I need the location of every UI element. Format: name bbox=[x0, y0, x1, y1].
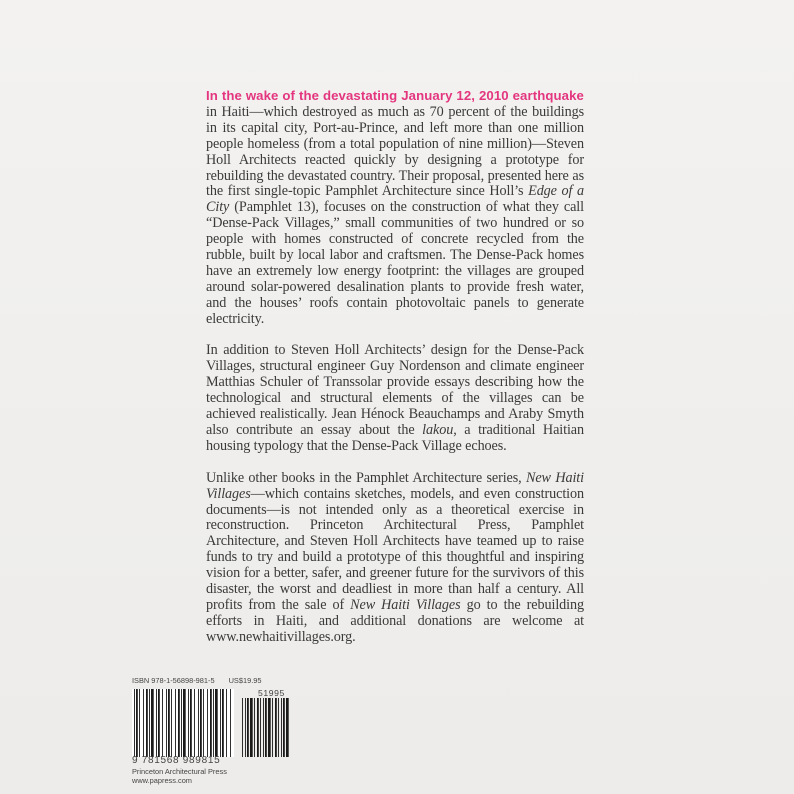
barcode-bar bbox=[156, 689, 157, 757]
barcode-bar bbox=[198, 689, 199, 757]
barcode-bar bbox=[134, 689, 135, 757]
book-title-edge-of-a-city: Edge of a City bbox=[206, 183, 584, 216]
barcode-bar bbox=[260, 698, 261, 757]
paragraph-2-text-b: , a traditional Haitian housing typology that the Dense-Pack Village echoes. bbox=[206, 422, 584, 454]
paragraph-3 bbox=[206, 471, 584, 646]
paragraph-1 bbox=[206, 88, 584, 328]
paragraph-2 bbox=[206, 343, 584, 454]
isbn-number: ISBN 978-1-56898-981-5 bbox=[132, 676, 215, 685]
paragraph-3-text-b: —which contains sketches, models, and even construction documents—is not intended only as a theoretical exercise in reconstruction. Princeton Architectural Press, Pamphlet Architecture, and Steven Holl Architects have teamed up to raise funds to try and build a prototype of this thoughtful and inspiring vision for a better, safer, and greener future for the survivors of this disaster, the worst and deadliest in more than half a century. All profits from the sale of bbox=[206, 485, 584, 613]
barcode-bar bbox=[286, 698, 289, 757]
barcode-bar bbox=[149, 689, 150, 757]
barcode-bar bbox=[151, 689, 154, 757]
barcode-bar bbox=[254, 698, 255, 757]
barcode-digits: 9 781568 989815 bbox=[132, 755, 221, 766]
paragraph-1-text-b: (Pamphlet 13), focuses on the construction of what they call “Dense-Pack Villages,” small communities of two hundred or so people with homes constructed of concrete recycled from the rubble, built by local labor and craftsmen. The Dense-Pack homes have an extremely low energy footprint: the villages are grouped around solar-powered desalination plants to provide fresh water, and the houses’ roofs contain photovoltaic panels to generate electricity. bbox=[206, 199, 584, 327]
barcode-bar bbox=[265, 698, 267, 757]
barcode-bar bbox=[275, 698, 277, 757]
barcode-bar bbox=[250, 698, 253, 757]
paragraph-3-text-a: Unlike other books in the Pamphlet Architecture series, bbox=[206, 469, 526, 486]
barcode-bar bbox=[175, 689, 176, 757]
barcode-bar bbox=[207, 689, 208, 757]
paragraph-3-text-c: go to the rebuilding efforts in Haiti, and additional donations are welcome at www.newhaitivillages.org. bbox=[206, 596, 584, 645]
barcode-bar bbox=[143, 689, 144, 757]
barcode-bar bbox=[226, 689, 227, 757]
barcode-bar bbox=[183, 689, 186, 757]
barcode-bar bbox=[146, 689, 148, 757]
ean-barcode bbox=[132, 689, 234, 757]
barcode-bar bbox=[210, 689, 212, 757]
barcode-bar bbox=[281, 698, 282, 757]
barcode-bar bbox=[215, 689, 218, 757]
isbn-price-line bbox=[132, 676, 261, 685]
barcode-bar bbox=[263, 698, 264, 757]
barcode-bar bbox=[190, 689, 192, 757]
barcode-bar bbox=[168, 689, 170, 757]
barcode-bar bbox=[242, 698, 243, 757]
barcode-bar bbox=[230, 689, 231, 757]
barcode-bar bbox=[203, 689, 204, 757]
barcode-bar bbox=[222, 689, 224, 757]
barcode-bar bbox=[268, 698, 271, 757]
paragraph-1-text-a: in Haiti—which destroyed as much as 70 percent of the buildings in its capital city, Port-au-Prince, and left more than one million people homeless (from a total population of nine million)—Steven Holl Architects reacted quickly by designing a prototype for rebuilding the devastated country. Their proposal, presented here as the first single-topic Pamphlet Architecture since Holl’s bbox=[206, 103, 584, 200]
paragraph-2-text-a: In addition to Steven Holl Architects’ design for the Dense-Pack Villages, structural engineer Guy Nordenson and climate engineer Matthias Schuler of Transsolar provide essays describing how the technological and structural elements of the villages can be achieved realistically. Jean Hénock Beauchamps and Araby Smyth also contribute an essay about the bbox=[206, 342, 584, 439]
barcode-bar bbox=[272, 698, 273, 757]
barcode-bar bbox=[162, 689, 163, 757]
price: US$19.95 bbox=[228, 676, 262, 685]
barcode-bar bbox=[213, 689, 214, 757]
barcode-bar bbox=[220, 689, 221, 757]
barcode-bar bbox=[200, 689, 202, 757]
barcode-bar bbox=[247, 698, 249, 757]
lead-sentence: In the wake of the devastating January 12, 2010 earthquake bbox=[206, 88, 584, 103]
barcode-bar bbox=[257, 698, 259, 757]
supplement-barcode bbox=[240, 698, 292, 757]
publisher-website: www.papress.com bbox=[132, 776, 192, 785]
barcode-bar bbox=[178, 689, 180, 757]
barcode-bar bbox=[181, 689, 182, 757]
barcode-bar bbox=[139, 689, 140, 757]
barcode-bar bbox=[166, 689, 167, 757]
barcode-bar bbox=[171, 689, 172, 757]
barcode-bar bbox=[188, 689, 189, 757]
book-title-new-haiti-villages-2: New Haiti Villages bbox=[350, 596, 461, 613]
book-title-new-haiti-villages: New Haiti Villages bbox=[206, 469, 584, 502]
barcode-bar bbox=[245, 698, 246, 757]
barcode-bar bbox=[158, 689, 160, 757]
supplement-code: 51995 bbox=[258, 688, 285, 698]
barcode-bar bbox=[136, 689, 138, 757]
blurb-text bbox=[206, 88, 584, 662]
barcode-bar bbox=[194, 689, 195, 757]
barcode-bar bbox=[278, 698, 279, 757]
barcode-bar bbox=[283, 698, 285, 757]
publisher-name: Princeton Architectural Press bbox=[132, 767, 227, 776]
term-lakou: lakou bbox=[422, 422, 454, 439]
barcode-block bbox=[132, 676, 302, 786]
